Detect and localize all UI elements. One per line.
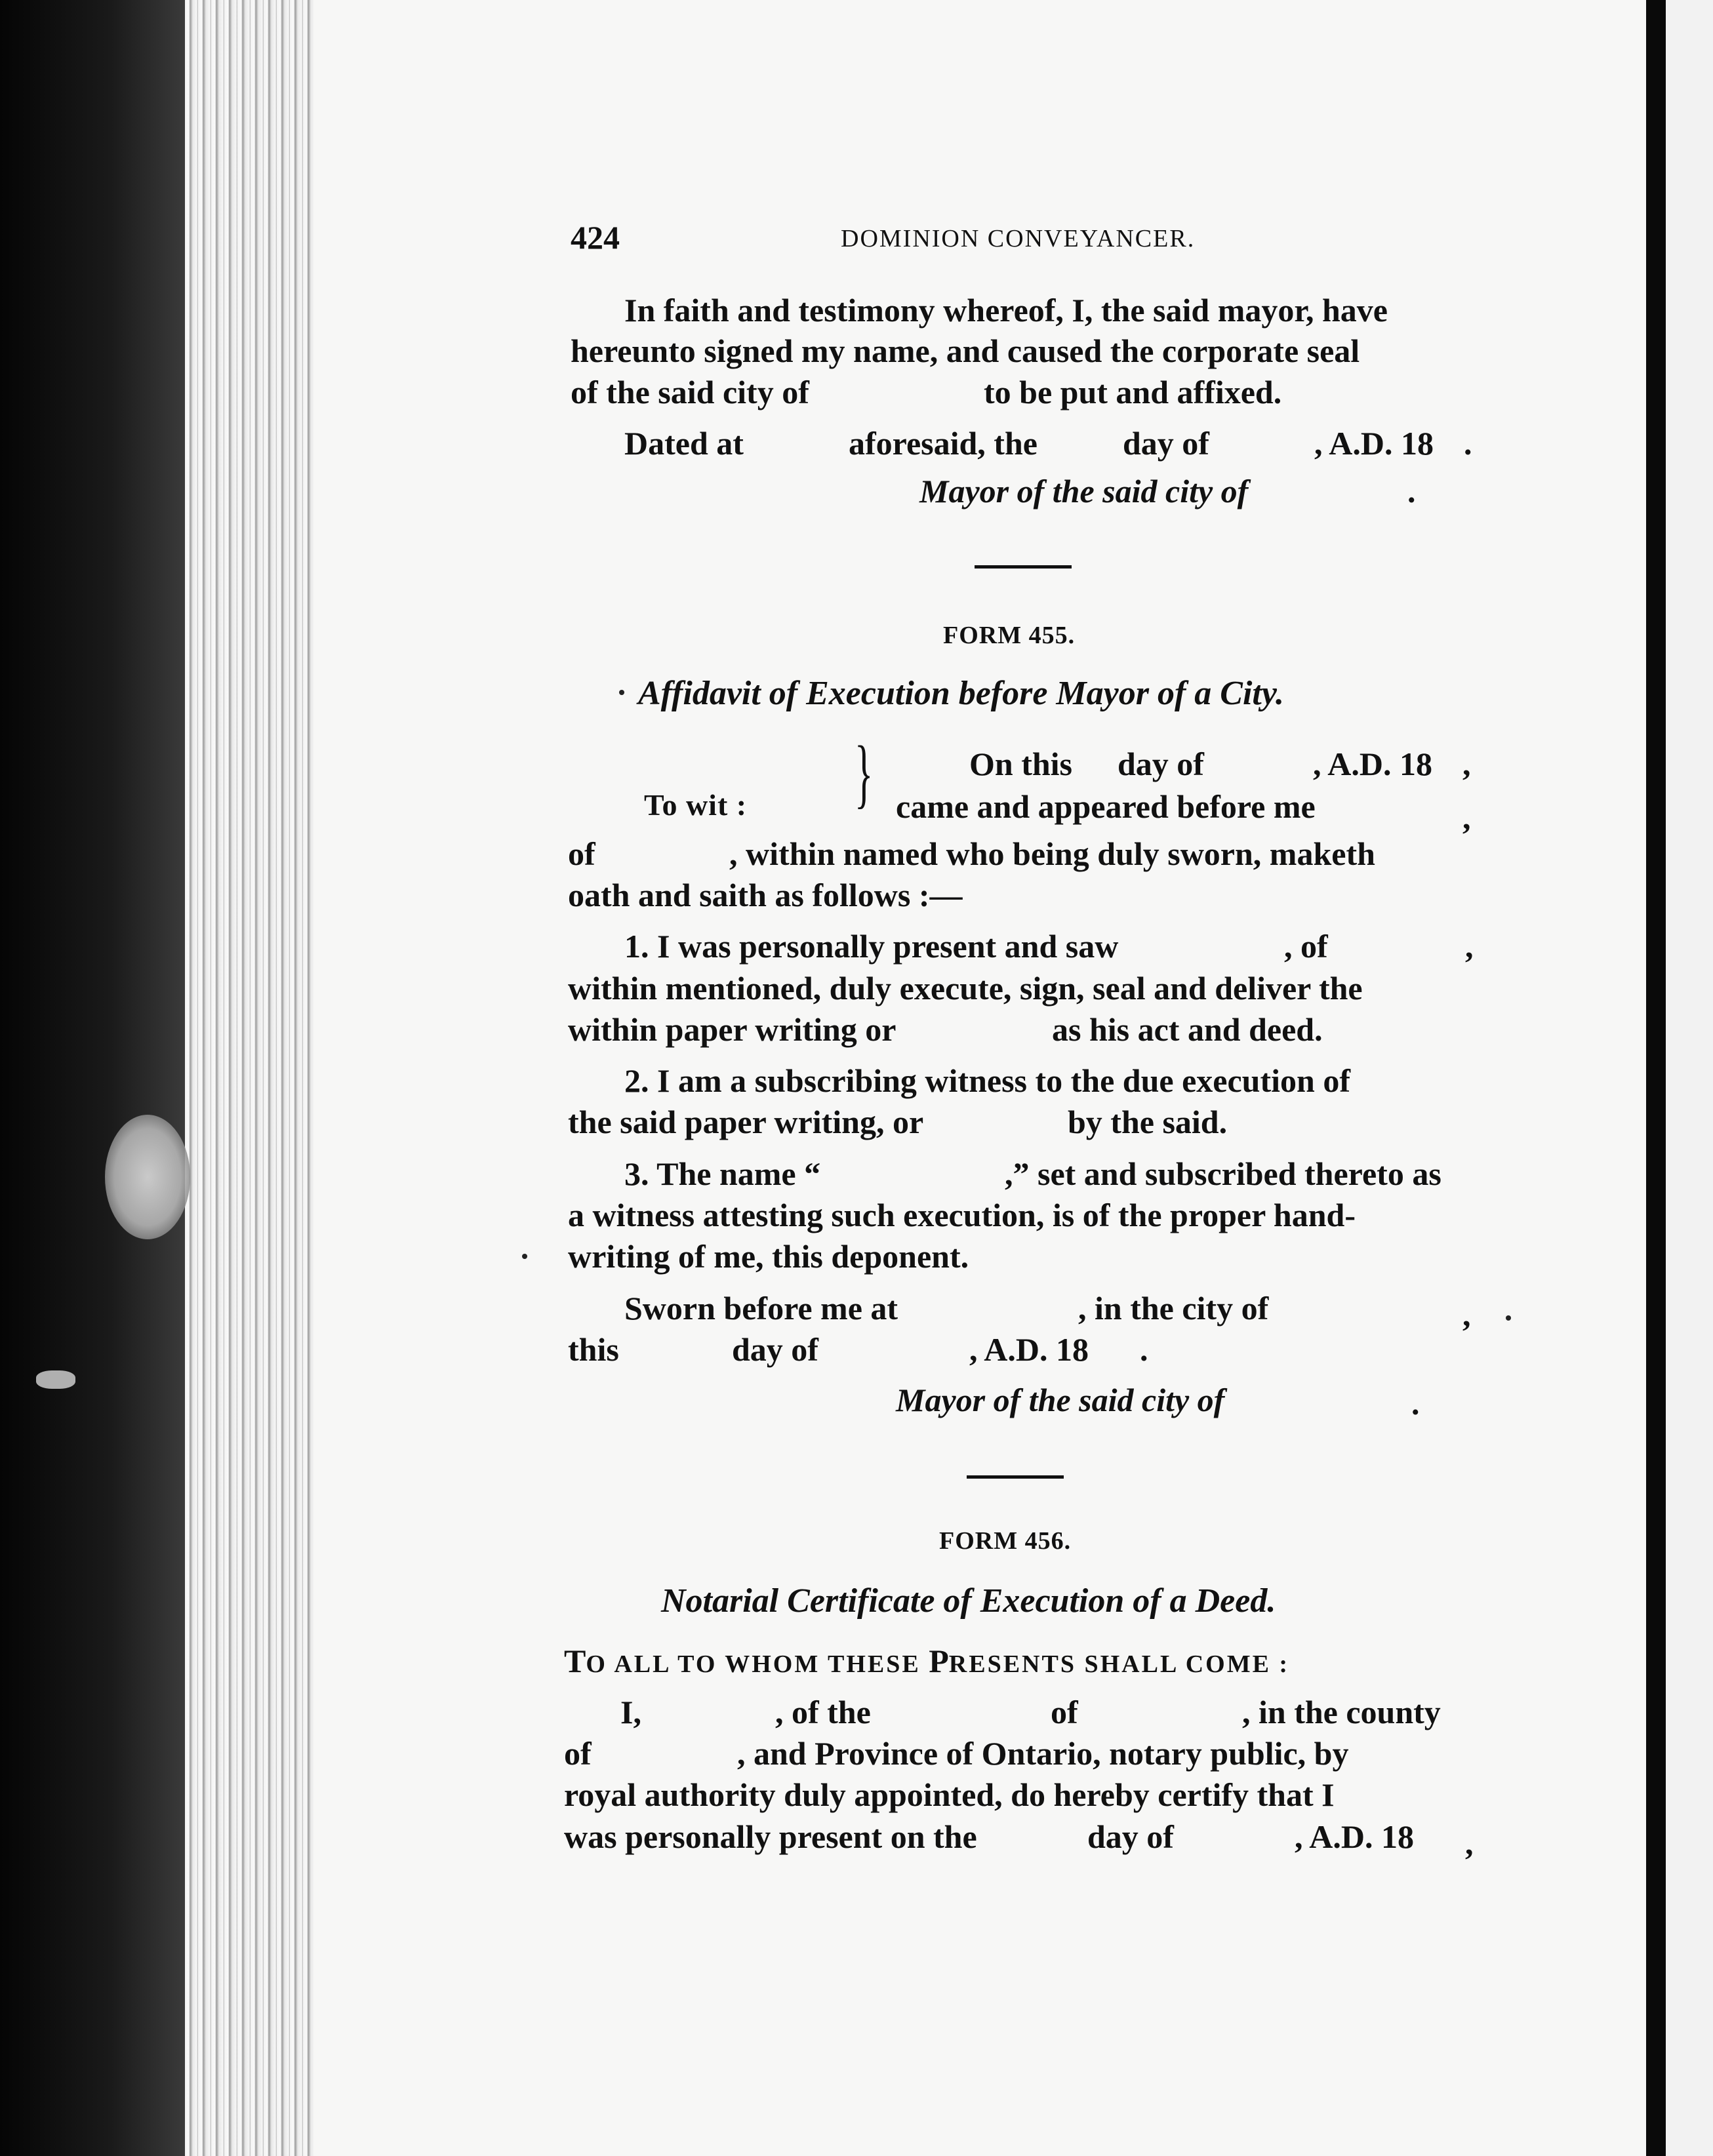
dated-label: Dated at (624, 425, 744, 462)
text-line: of the said city of (571, 374, 809, 410)
cert-line: , A.D. 18 (1295, 1818, 1414, 1855)
cert-line: , in the county (1242, 1694, 1441, 1730)
jurat-line: , in the city of (1078, 1290, 1269, 1327)
mayor-signature-line: Mayor of the said city of (919, 473, 1249, 509)
form-title: Affidavit of Execution before Mayor of a City. (638, 675, 1285, 712)
cert-line: , and Province of Ontario, notary public, by (737, 1735, 1349, 1772)
text-line: as his act and deed. (1052, 1011, 1323, 1048)
jurat-line: this (568, 1331, 619, 1368)
brace-line: , (1462, 799, 1471, 836)
dated-day-of: day of (1123, 425, 1209, 462)
cert-line: , of the (775, 1694, 871, 1730)
jurat-line: , A.D. 18 (969, 1331, 1089, 1368)
brace-line: , (1462, 746, 1471, 782)
form-heading: FORM 455. (943, 622, 1076, 649)
gutter-shadow (1646, 0, 1666, 2156)
text-line: 2. I am a subscribing witness to the due execution of (624, 1062, 1350, 1099)
dated-ad: , A.D. 18 (1314, 425, 1434, 462)
text-line: the said paper writing, or (568, 1104, 924, 1140)
venue-label: To wit : (644, 788, 748, 822)
text-line: within paper writing or (568, 1011, 897, 1048)
book-spine-shadow (0, 0, 185, 2156)
page-edges (185, 0, 316, 2156)
signature-period: . (1407, 473, 1416, 509)
text-line: oath and saith as follows :— (568, 877, 963, 913)
text-line: ,” set and subscribed thereto as (1005, 1155, 1441, 1192)
right-brace-symbol: } (855, 730, 874, 816)
dated-end: . (1464, 425, 1472, 462)
cert-line: royal authority duly appointed, do hereby certify that I (564, 1776, 1335, 1813)
text-line: , of (1284, 928, 1328, 965)
running-title: DOMINION CONVEYANCER. (841, 225, 1196, 252)
print-speck (1506, 1315, 1511, 1321)
cert-line: of (1051, 1694, 1078, 1730)
jurat-line: , (1462, 1296, 1471, 1333)
mayor-signature-line: Mayor of the said city of (896, 1382, 1225, 1418)
section-divider (967, 1475, 1064, 1479)
address-text: RESENTS SHALL COME : (948, 1650, 1290, 1678)
signature-period: . (1411, 1385, 1420, 1422)
print-speck (522, 1254, 527, 1259)
text-line: In faith and testimony whereof, I, the said mayor, have (624, 292, 1388, 329)
cert-line: was personally present on the (564, 1818, 977, 1855)
facing-page-edge (1666, 0, 1713, 2156)
brace-line: day of (1118, 746, 1204, 782)
page-number: 424 (571, 219, 620, 256)
cert-line: of (564, 1735, 592, 1772)
text-line: , (1465, 928, 1474, 965)
text-line: 1. I was personally present and saw (624, 928, 1119, 965)
text-line: a witness attesting such execution, is of the proper hand- (568, 1197, 1356, 1233)
form-heading: FORM 456. (939, 1527, 1072, 1555)
brace-line: , A.D. 18 (1313, 746, 1432, 782)
jurat-line: Sworn before me at (624, 1290, 898, 1327)
paper-blemish (105, 1115, 190, 1239)
paper-blemish-small (36, 1370, 75, 1389)
text-line: to be put and affixed. (984, 374, 1282, 410)
address-initial-p: P (929, 1643, 949, 1679)
text-line: writing of me, this deponent. (568, 1238, 969, 1275)
form-title: Notarial Certificate of Execution of a Deed. (661, 1582, 1276, 1620)
print-speck (619, 690, 624, 695)
brace-line: came and appeared before me (896, 788, 1316, 825)
section-divider (975, 565, 1072, 569)
text-line: of (568, 835, 595, 872)
cert-line: I, (620, 1694, 641, 1730)
dated-aforesaid: aforesaid, the (849, 425, 1038, 462)
text-line: 3. The name “ (624, 1155, 821, 1192)
text-line: by the said. (1068, 1104, 1228, 1140)
jurat-line: . (1140, 1331, 1148, 1368)
brace-line: On this (969, 746, 1073, 782)
text-line: , within named who being duly sworn, maketh (729, 835, 1375, 872)
address-text: O ALL TO WHOM THESE (586, 1650, 929, 1678)
address-initial-t: T (564, 1643, 586, 1679)
cert-line: , (1465, 1825, 1474, 1862)
text-line: hereunto signed my name, and caused the corporate seal (571, 332, 1360, 369)
cert-line: day of (1087, 1818, 1174, 1855)
book-page (313, 0, 1646, 2156)
text-line: within mentioned, duly execute, sign, seal and deliver the (568, 970, 1363, 1007)
address-line (564, 1645, 1289, 1677)
jurat-line: day of (732, 1331, 818, 1368)
